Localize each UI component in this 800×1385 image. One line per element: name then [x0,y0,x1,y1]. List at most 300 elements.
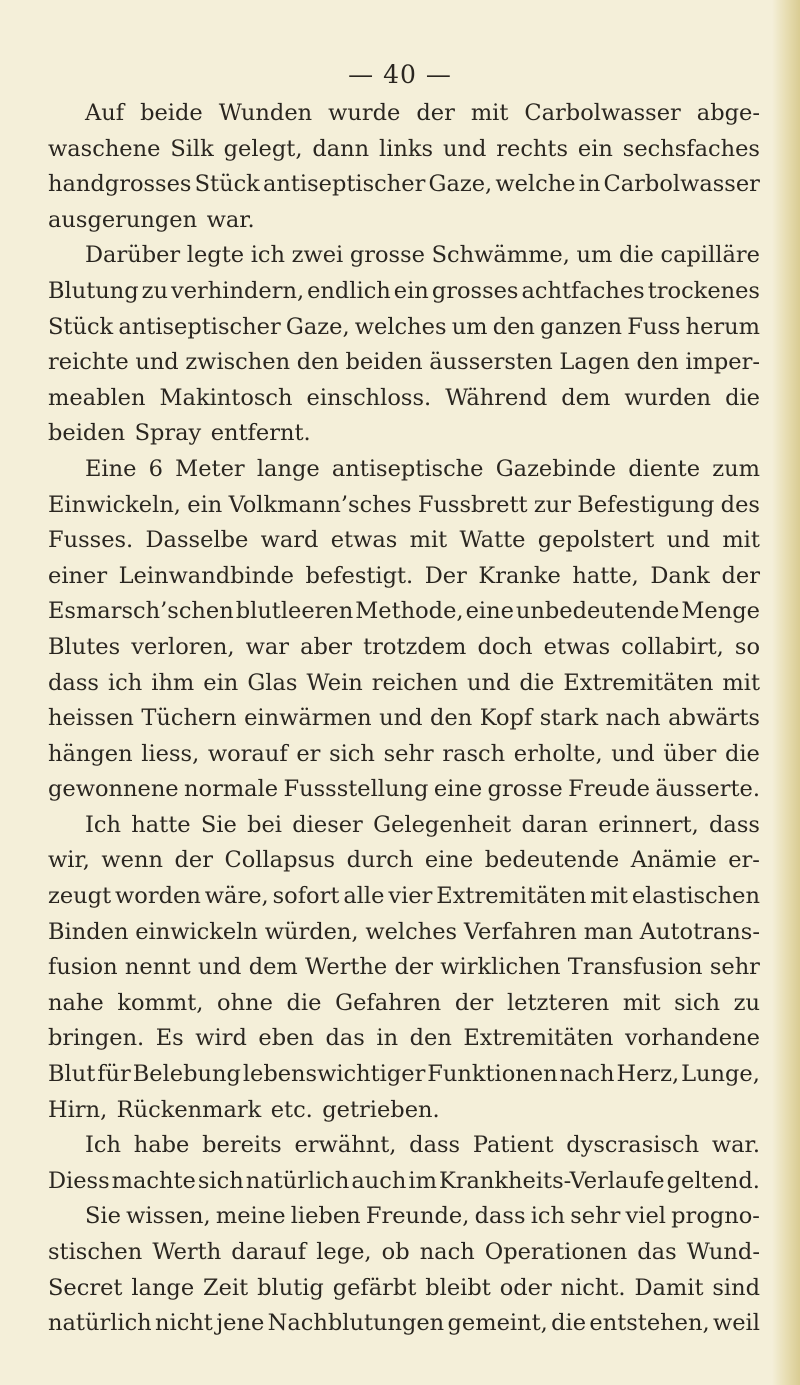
word: war. [711,1132,760,1159]
word: und [135,349,179,376]
text-line [48,559,760,595]
word: worauf [207,740,288,767]
word: sehr [570,1203,621,1230]
word: und [198,954,242,981]
word: er [296,740,321,767]
word: Eine [85,455,137,482]
word: Tüchern [141,705,237,732]
word: und [379,705,423,732]
word: Während [445,384,548,411]
word: ausgerungen [48,206,198,233]
text-line [48,772,760,808]
text-line [48,1235,760,1271]
word: im [408,1167,437,1194]
word: einwärmen [244,705,372,732]
word: dyscrasisch [566,1132,700,1159]
word: ward [260,527,319,554]
text-line [48,1128,760,1164]
word: wirklichen [440,954,561,981]
text-line [48,274,760,310]
word: bleibt [425,1274,491,1301]
word: Meter [175,455,245,482]
word: mit [622,989,661,1016]
word: rechts [496,135,569,162]
word: normale [184,776,279,803]
word: um [451,313,488,340]
text-line [48,1199,760,1235]
word: den [636,349,679,376]
word: eine [465,598,514,625]
word: der [454,989,494,1016]
word: so [734,633,760,660]
body-text [48,96,760,1342]
word: Volkmann’sches [228,491,412,518]
word: zum [712,455,760,482]
word: Stück [194,171,260,198]
word: lange [131,1274,195,1301]
word: gefärbt [332,1274,417,1301]
word: über [663,740,717,767]
word: Esmarsch’schen [48,598,234,625]
word: natürlich [48,1310,152,1337]
word: Menge [681,598,760,625]
word: Schwämme, [431,242,570,269]
word: legte [186,242,245,269]
word: Fusses. [48,527,134,554]
word: viel [625,1203,666,1230]
text-line [48,1093,760,1129]
word: das [637,1239,677,1265]
word: bedeutende [484,847,620,874]
word: lieben [290,1203,361,1230]
word: Watte [459,527,526,554]
word: befestigt. [305,562,414,589]
word: dass [48,669,99,696]
word: endlich [307,277,391,304]
word: eine [433,776,483,803]
word: dann [312,135,370,162]
word: gemeint, [447,1310,548,1337]
word: äusserte. [655,776,760,803]
word: sich [197,1167,244,1194]
word: die [286,989,322,1016]
text-line [48,843,760,879]
word: etwas [330,527,398,554]
word: hatte [131,811,191,838]
word: Verfahren [463,918,577,945]
word: Methode, [355,598,464,625]
text-line [48,1021,760,1057]
word: Nachblutungen [267,1310,445,1337]
word: achtfaches [521,277,645,304]
word: mit [590,883,628,910]
text-line [48,381,760,417]
word: ich [107,669,143,696]
word: sehr [709,954,760,981]
word: stischen [48,1239,143,1265]
word: antiseptischer [262,171,426,198]
text-line [48,808,760,844]
text-line [48,737,760,773]
word: meablen [48,384,146,411]
word: die [725,384,760,411]
word: links [379,135,434,162]
word: die [618,242,654,269]
word: ein [577,135,613,162]
word: Dasselbe [145,527,249,554]
word: mit [722,669,760,696]
word: vier [388,883,433,910]
page-edge-shadow [772,0,800,1385]
word: Fussbrett [417,491,528,518]
word: Ich [85,811,121,838]
word: erinnert, [598,811,699,838]
word: bei [247,811,282,838]
page-number: — 40 — [348,60,452,89]
text-line [48,132,760,168]
word: Hirn, [48,1096,108,1123]
word: und [442,135,487,162]
word: Gaze, [428,171,493,198]
word: man [583,918,633,945]
word: wurde [328,100,401,126]
word: Wunden [218,100,313,126]
text-line [48,203,760,239]
word: den [492,313,535,340]
word: blutleeren [235,598,354,625]
word: fusion [48,954,118,981]
word: Krankheits-Verlaufe [438,1167,665,1194]
word: Glas [247,669,298,696]
word: oder [499,1274,552,1301]
text-line [48,594,760,630]
word: elastischen [631,883,760,910]
word: Operationen [484,1239,628,1265]
word: in [376,1025,399,1052]
word: Lagen [559,349,630,376]
word: zeugt [48,883,112,910]
word: Herz, [616,1061,680,1088]
word: der [174,847,213,874]
word: Spray [134,420,202,447]
word: sich [329,740,375,767]
word: in [578,171,601,198]
word: sehr [383,740,434,767]
word: stark [539,705,599,732]
word: sich [674,989,720,1016]
word: Es [155,1025,184,1052]
word: meine [215,1203,286,1230]
word: alle [343,883,385,910]
word: äussersten [429,349,553,376]
word: Silk [170,135,214,162]
word: dass [709,811,760,838]
word: 6 [148,455,163,482]
word: etwas [543,633,611,660]
word: dem [248,954,298,981]
word: gelegt, [223,135,303,162]
text-line [48,950,760,986]
word: einschloss. [306,384,432,411]
text-line [48,345,760,381]
word: nicht [155,1310,213,1337]
word: kommt, [117,989,204,1016]
word: verhindern, [171,277,305,304]
word: Freunde, [365,1203,470,1230]
word: welches [365,918,458,945]
word: ihm [151,669,195,696]
word: er- [728,847,760,874]
word: Wein [306,669,363,696]
word: trotzdem [363,633,467,660]
text-line [48,879,760,915]
word: Carbolwasser [524,100,681,126]
text-line [48,986,760,1022]
word: entstehen, [589,1310,710,1337]
word: Lunge, [681,1061,760,1088]
word: mit [470,100,509,126]
word: imper- [685,349,760,376]
word: Binden [48,918,129,945]
word: mit [409,527,448,554]
word: beide [140,100,203,126]
word: Sie [200,811,237,838]
word: Gazebinde [495,455,617,482]
word: und [611,740,655,767]
word: nach [419,1239,475,1265]
word: ohne [217,989,273,1016]
word: herum [685,313,760,340]
word: Collapsus [224,847,336,874]
word: das [325,1025,365,1052]
word: rasch [442,740,506,767]
word: welche [495,171,576,198]
text-line [48,1057,760,1093]
word: nach [559,1061,615,1088]
text-line [48,452,760,488]
word: weil [712,1310,760,1337]
word: und [466,669,511,696]
word: Autotrans- [639,918,760,945]
word: erwähnt, [294,1132,397,1159]
word: Dank [650,562,710,589]
word: einwickeln [135,918,258,945]
word: Damit [634,1274,704,1301]
word: Blutes [48,633,121,660]
word: collabirt, [621,633,724,660]
word: ob [381,1239,410,1265]
word: wissen, [126,1203,211,1230]
word: ganzen [540,313,623,340]
word: den [409,1025,452,1052]
word: Belebung [132,1061,241,1088]
word: abge- [696,100,760,126]
word: antiseptische [331,455,484,482]
word: Stück [48,313,114,340]
text-line [48,915,760,951]
word: blutig [257,1274,324,1301]
word: progno- [671,1203,760,1230]
word: reichen [371,669,458,696]
word: daran [521,811,588,838]
word: verloren, [131,633,235,660]
word: aber [300,633,352,660]
word: darauf [231,1239,307,1265]
word: zu [141,277,169,304]
word: dass [474,1203,526,1230]
word: auch [351,1167,407,1194]
word: Patient [472,1132,554,1159]
word: capilläre [660,242,760,269]
text-line [48,666,760,702]
word: der [721,562,760,589]
word: den [430,705,473,732]
word: Wund- [686,1239,760,1265]
word: vorhandene [624,1025,760,1052]
word: Leinwandbinde [118,562,294,589]
word: welches [354,313,447,340]
word: nahe [48,989,104,1016]
word: Ich [85,1132,121,1159]
word: natürlich [245,1167,350,1194]
word: Secret [48,1274,123,1301]
word: sind [712,1274,760,1301]
word: Kopf [479,705,533,732]
text-line [48,167,760,203]
word: Kranke [478,562,561,589]
word: beiden [345,349,423,376]
word: Werth [152,1239,222,1265]
text-line [48,310,760,346]
word: unbedeutende [515,598,680,625]
word: wurden [624,384,712,411]
word: grosse [487,776,563,803]
word: Einwickeln, [48,491,181,518]
word: Funktionen [427,1061,558,1088]
word: Freude [568,776,650,803]
text-line [48,1164,760,1200]
word: zu [733,989,760,1016]
text-line [48,701,760,737]
word: trockenes [647,277,760,304]
word: habe [133,1132,190,1159]
word: Extremitäten [563,669,714,696]
word: diente [628,455,701,482]
word: nennt [124,954,191,981]
word: ein [187,491,223,518]
word: machte [111,1167,196,1194]
word: dass [409,1132,461,1159]
word: Fuss [627,313,681,340]
word: Zeit [203,1274,249,1301]
word: Auf [85,100,125,126]
word: getrieben. [322,1096,440,1123]
word: die [724,740,760,767]
word: wäre, [204,883,269,910]
word: heissen [48,705,134,732]
word: war. [206,206,255,233]
word: Anämie [630,847,717,874]
word: Befestigung [577,491,715,518]
word: Makintosch [159,384,293,411]
word: sofort [272,883,340,910]
word: Der [424,562,467,589]
word: jene [216,1310,265,1337]
word: lange [256,455,320,482]
word: des [720,491,760,518]
word: worden [115,883,201,910]
word: um [576,242,613,269]
word: Fussstellung [283,776,429,803]
word: bereits [202,1132,282,1159]
text-line [48,523,760,559]
word: wird [195,1025,247,1052]
word: etc. [270,1096,313,1123]
word: letzteren [506,989,610,1016]
text-line [48,1271,760,1307]
word: den [296,349,339,376]
word: hängen [48,740,133,767]
word: Gelegenheit [373,811,512,838]
word: Sie [85,1203,121,1230]
word: geltend. [666,1167,760,1194]
word: abwärts [668,705,760,732]
word: gepolstert [537,527,655,554]
word: grosses [431,277,519,304]
word: ich [530,1203,566,1230]
word: nach [605,705,661,732]
text-line [48,238,760,274]
word: Darüber [85,242,181,269]
word: dem [561,384,611,411]
word: beiden [48,420,126,447]
word: nicht. [560,1274,626,1301]
word: Blutung [48,277,139,304]
word: der [416,100,455,126]
word: die [519,669,555,696]
text-line [48,630,760,666]
word: eine [424,847,474,874]
word: die [551,1310,587,1337]
word: entfernt. [210,420,311,447]
word: erholte, [513,740,603,767]
word: würden, [264,918,359,945]
word: handgrosses [48,171,192,198]
text-line [48,96,760,132]
word: reichte [48,349,129,376]
word: zur [533,491,571,518]
word: Extremitäten [436,883,587,910]
word: lebenswichtiger [242,1061,426,1088]
text-line [48,416,760,452]
word: bringen. [48,1025,145,1052]
word: waschene [48,135,161,162]
word: lege, [316,1239,372,1265]
word: Blut [48,1061,96,1088]
word: ich [250,242,285,269]
word: Diess [48,1167,110,1194]
word: sechsfaches [622,135,760,162]
word: ein [393,277,429,304]
word: Carbolwasser [603,171,760,198]
word: eben [258,1025,314,1052]
word: einer [48,562,108,589]
word: wenn [101,847,163,874]
word: Extremitäten [463,1025,614,1052]
word: durch [346,847,414,874]
word: grosse [349,242,425,269]
word: dieser [292,811,363,838]
